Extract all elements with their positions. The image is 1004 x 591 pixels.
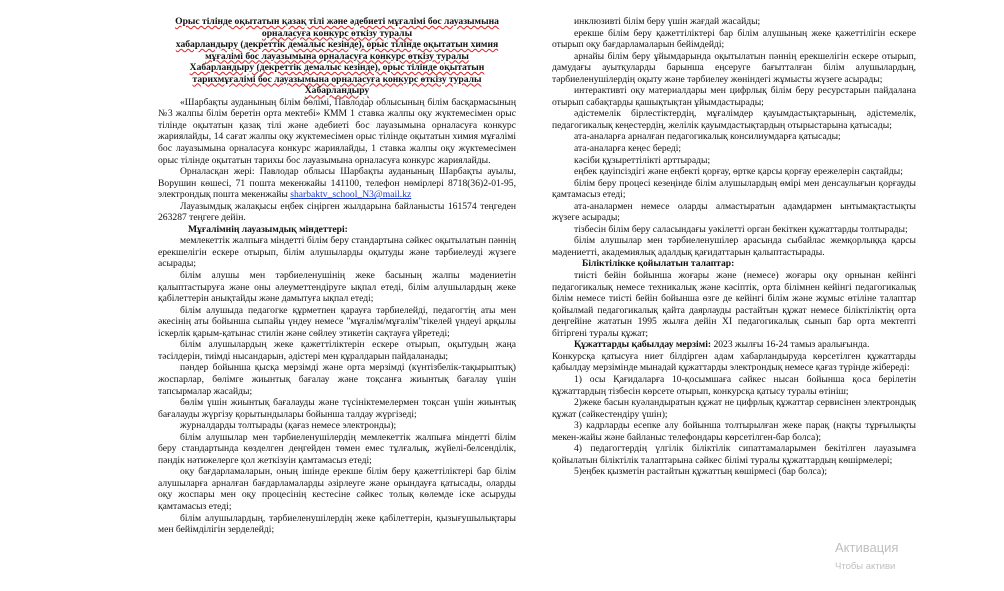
requirements-paragraph: тиісті бейін бойынша жоғары және (немесе) жоғары оқу орнынан кейінгі педагогикалық немесе техникалық және кәсіптік, орта білімнен кейінгі педагогикалық білім немесе тиісті бейін бойынша өзге де кейінгі білім және жұмыс өтіліне талаптар қойылмай педагогикалық қайта даярлауды растайтын құжат немесе біліктіліктің орта деңгейіне жататын 1995 жылға дейін XI педагогикалық сынып бар орта мектепті бітіргені туралы құжат;: [552, 270, 916, 339]
deadline-label: Құжаттарды қабылдау мерзімі:: [574, 339, 712, 351]
duty-item: еңбек қауіпсіздігі және еңбекті қорғау, өртке қарсы қорғау ережелерін сақтайды;: [574, 166, 903, 178]
duty-item: мемлекеттік жалпыға міндетті білім беру стандартына сәйкес оқытылатын пәннің ерекшелігін ескере отырып, білім алушыларды оқытуды және тәрбиелеуді жүзеге асырады;: [158, 235, 516, 270]
left-column: [158, 16, 516, 536]
intro-paragraph: «Шарбақты ауданының білім бөлімі, Павлодар облысының білім басқармасының №3 жалпы білім беретін орта мектебі» КММ 1 ставка жалпы оқу жүктемесімен орыс тілінде оқытатын қазақ тілі және әдебиеті бос лауазымына орналасуға конкурс жариялайды, 14 сағат жалпы оқу жүктемесімен орыс тілінде оқытатын химия мұғалімі бос лауазымына орналасуға конкурс жариялайды, 1 ставка жалпы оқу жүктемесімен орыс тілінде оқытатын тарихы бос лауазымына орналасуға конкурс жариялайды.: [158, 96, 516, 166]
duty-item: журналдарды толтырады (қағаз немесе электронды);: [180, 420, 397, 432]
title-line: Хабарландыру: [304, 85, 370, 97]
requirements-heading: Біліктілікке қойылатын талаптар:: [582, 258, 735, 270]
duty-item: инклюзивті білім беру үшін жағдай жасайды;: [574, 16, 761, 27]
duty-item: білім алушылар мен тәрбиеленушілер арасында сыбайлас жемқорлыққа қарсы мәдениетті, академиялық адалдық қағидаттарын қалыптастырады.: [552, 235, 916, 258]
document-item: 2)жеке басын куәландыратын құжат не цифрлық құжаттар сервисінен электрондық құжат (сәйкестендіру үшін);: [552, 397, 916, 420]
title-line: Орыс тілінде оқытатын қазақ тілі және әдебиеті мұғалімі бос лауазымына: [175, 16, 499, 27]
duty-item: ата-аналармен немесе оларды алмастыратын адамдармен ынтымақтастықты жүзеге асырады;: [552, 200, 916, 224]
duty-item: пәндер бойынша қысқа мерзімді және орта мерзімді (күнтізбелік-тақырыптық) жоспарлар, бөлімге жиынтық бағалау және тоқсанға жиынтық бағалау үшін тапсырмалар жасайды;: [158, 362, 516, 397]
title-line: хабарландыру (декреттік демалыс кезінде), орыс тілінде оқытатын химия: [175, 39, 499, 51]
title-line: орналасуға конкурс өткізу туралы: [261, 27, 413, 39]
title-line: тарихмұғалімі бос лауазымына орналасуға конкурс өткізу туралы: [192, 73, 482, 85]
documents-intro: Конкурсқа қатысуға ниет білдірген адам хабарландыруда көрсетілген құжаттарды қабылдау мерзімінде мынадай құжаттарды электрондық немесе қағаз түрінде жібереді:: [552, 350, 916, 374]
duty-item: білім алушылар мен тәрбиеленушілердің мемлекеттік жалпыға міндетті білім беру стандартында көзделген деңгейден төмен емес тұлғалық, жүйелі-белсенділік, пәндік нәтижелерге қол жеткізуін қамтамасыз етеді;: [158, 431, 516, 466]
duty-item: білім алушылардың, тәрбиеленушілердің жеке қабілеттерін, қызығушылықтары мен бейімділігін зерделейді;: [158, 512, 516, 536]
duty-item: кәсіби құзыреттілікті арттырады;: [574, 154, 711, 166]
email-link[interactable]: sharbaktv_school_N3@mail.kz: [290, 189, 412, 201]
duty-item: оқу бағдарламаларын, оның ішінде ерекше білім беру қажеттіліктері бар білім алушыларға арналған бағдарламаларды әзірлеуге және орындауға қатысады, оларды оқу жоспары мен оқу процесінің кестесіне сәйкес толық көлемде іске асыруды қамтамасыз етеді;: [158, 466, 516, 512]
title-line: Хабарландыру (декреттік демалыс кезінде), орыс тілінде оқытатын: [189, 62, 485, 74]
duty-item: ата-аналарға арналған педагогикалық консилиумдарға қатысады;: [574, 131, 841, 143]
address-paragraph: [158, 166, 516, 201]
duty-item: әдістемелік бірлестіктердің, мұғалімдер қауымдастықтарының, әдістемелік, педагогикалық кеңестердің, желілік қауымдастықтардың отырыстарына қатысады;: [552, 108, 916, 131]
salary-paragraph: Лауазымдық жалақысы еңбек сіңірген жылдарына байланысты 161574 теңгеден 263287 теңгеге дейін.: [158, 200, 516, 224]
windows-activation-watermark: [835, 540, 898, 572]
right-column: [552, 16, 916, 478]
watermark-title: Активация: [835, 540, 899, 555]
address-text: Орналасқан жері: Павлодар облысы Шарбақты ауданының Шарбақты ауылы, Ворушин көшесі, 71 пошта мекенжайы 141100, телефон нөмірлері 8718(36)2-01-95, электрондық пошта мекенжайы: [158, 166, 516, 201]
duty-item: бөлім үшін жиынтық бағалауды және түсініктемелермен тоқсан үшін жиынтық бағалауды жүргізу қорытындылары бойынша талдау жүргізеді;: [158, 397, 516, 420]
duty-item: тізбесін білім беру саласындағы уәкілетті орган бекіткен құжаттарды толтырады;: [574, 223, 908, 235]
title-line: мұғалімі бос лауазымына орналасуға конкурс өткізу туралы: [205, 50, 469, 62]
announcement-title: [158, 16, 516, 97]
document-item: 4) педагогтердің үлгілік біліктілік сипаттамаларымен бекітілген лауазымға қойылатын біліктілік талаптарына сәйкес білімі туралы құжаттардың көшірмелері;: [552, 443, 916, 466]
duty-item: интерактивті оқу материалдары мен цифрлық білім беру ресурстарын пайдалана отырып сабақтарды қашықтықтан ұйымдастырады;: [552, 85, 916, 108]
duty-item: ата-аналарға кеңес береді;: [574, 143, 682, 155]
duty-item: білім алушыда педагогке құрметпен қарауға тәрбиелейді, педагогтің аты мен әкесінің аты бойынша сыпайы үндеу немесе "мұғалім/мұғалім"тікелей үндеуі арқылы іскерлік қарым-қатынас стилін және сөйлеу этикетін сақтауға үйретеді;: [158, 304, 516, 339]
duty-item: арнайы білім беру ұйымдарында оқытылатын пәннің ерекшелігін ескере отырып, дамудағы ауытқуларды барынша еңсеруге бағытталған білім алушылардың, тәрбиеленушілердің оқыту және тәрбиелеу жөніндегі жұмысты жүзеге асырады;: [552, 50, 916, 85]
deadline-text: 2023 жылғы 16-24 тамыз аралығында.: [711, 339, 870, 351]
duty-item: білім беру процесі кезеңінде білім алушылардың өмірі мен денсаулығын қорғауды қамтамасыз етеді;: [552, 177, 916, 201]
document-item: 1) осы Қағидаларға 10-қосымшаға сәйкес нысан бойынша қоса берілетін құжаттардың тізбесін көрсете отырып, конкурсқа қатысу туралы өтініш;: [552, 373, 916, 397]
duty-item: білім алушылардың жеке қажеттіліктерін ескере отырып, оқытудың жаңа тәсілдерін, тиімді нысандарын, әдістері мен құралдарын пайдаланады;: [158, 339, 516, 362]
duties-heading: Мұғалімнің лауазымдық міндеттері:: [188, 223, 348, 235]
watermark-subtitle: Чтобы активи: [835, 561, 896, 572]
duty-item: білім алушы мен тәрбиеленушінің жеке басының жалпы мәдениетін қалыптастыруға және оны әлеуметтендіруге ықпал етеді, білім алушылардың жеке қабілеттерін анықтайды және дамытуға ықпал етеді;: [158, 270, 516, 305]
deadline-paragraph: [552, 339, 916, 351]
document-item: 3) кадрларды есепке алу бойынша толтырылған жеке парақ (нақты тұрғылықты мекен-жайы және байланыс телефондары көрсетілген-бар болса);: [552, 420, 916, 443]
document-item: 5)еңбек қызметін растайтын құжаттың көшірмесі (бар болса);: [574, 466, 827, 478]
duty-item: ерекше білім беру қажеттіліктері бар білім алушының жеке қажеттілігін ескере отырып оқу бағдарламаларын бейімдейді;: [552, 27, 916, 51]
